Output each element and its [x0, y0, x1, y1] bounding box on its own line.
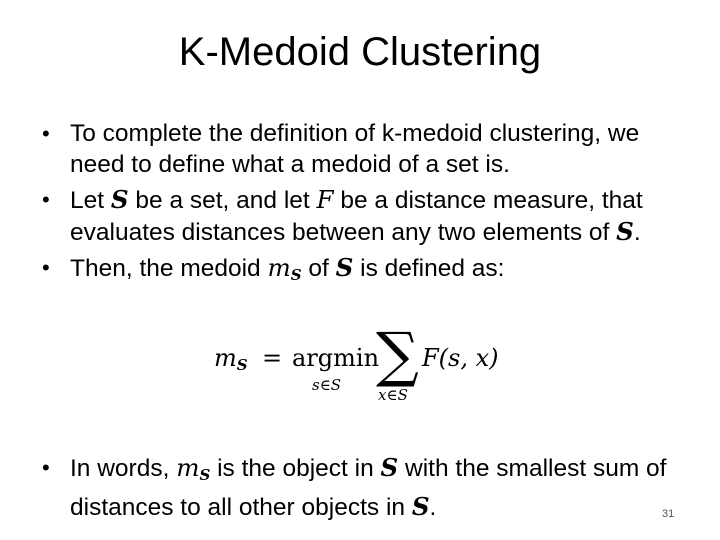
- bullet-text: is defined as:: [353, 255, 505, 282]
- bullet-item: [36, 118, 696, 180]
- bullet-marker: •: [42, 121, 50, 146]
- formula-argmin-subscript: s∈S: [312, 376, 342, 394]
- math-set-symbol: S: [616, 217, 634, 246]
- math-medoid-symbol: m: [267, 253, 291, 282]
- bullet-text: Let: [70, 187, 111, 214]
- bullet-text: .: [429, 494, 437, 521]
- formula-sum-symbol: ∑: [376, 320, 419, 390]
- bullet-item: [36, 252, 696, 291]
- bullet-text: .: [633, 219, 641, 246]
- bullet-text: To complete the definition of k-medoid clustering, we need to define what a medoid of a set is.: [70, 120, 640, 178]
- bullet-row: [36, 452, 696, 523]
- formula-rhs: F(s, x): [422, 344, 499, 372]
- bullet-marker: •: [42, 455, 50, 480]
- bullet-text: In words,: [70, 455, 177, 482]
- bullet-marker: •: [42, 187, 50, 212]
- page-number: 31: [662, 508, 675, 520]
- formula-m-subscript: S: [236, 356, 248, 374]
- math-medoid-symbol: m: [176, 453, 200, 482]
- medoid-formula: [214, 322, 534, 412]
- math-set-symbol: S: [335, 253, 354, 282]
- bullet-text: be a set, and let: [128, 187, 317, 214]
- math-set-symbol: S: [110, 185, 129, 214]
- math-function-symbol: F: [316, 185, 334, 214]
- slide-title: K-Medoid Clustering: [178, 30, 542, 74]
- formula-argmin: argmin: [292, 344, 380, 372]
- bullet-text: of: [301, 255, 336, 282]
- math-subscript: S: [199, 466, 211, 484]
- bullet-list: [36, 118, 696, 295]
- formula-equals: =: [262, 344, 283, 372]
- formula-lhs: [214, 344, 248, 374]
- bullet-text: be a distance measure, that evaluates distances between any two elements of: [70, 187, 643, 246]
- formula-sum-subscript: x∈S: [378, 386, 408, 404]
- math-set-symbol: S: [411, 492, 430, 521]
- bullet-marker: •: [42, 255, 50, 280]
- bullet-text: with the smallest sum of distances to all other objects in: [70, 455, 667, 521]
- math-subscript: S: [290, 266, 302, 284]
- bullet-text: is the object in: [210, 455, 381, 482]
- math-set-symbol: S: [380, 453, 399, 482]
- formula-m: m: [214, 344, 237, 372]
- bullet-text: Then, the medoid: [70, 255, 268, 282]
- bullet-item: [36, 184, 696, 248]
